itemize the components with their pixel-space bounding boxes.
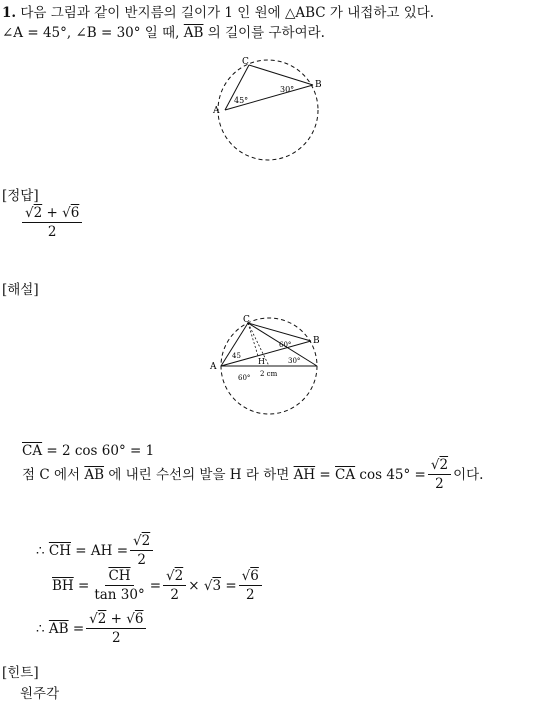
solution-eq-4: $\overline{BH}$ = $\frac{\overline{CH}}{\tan 30^\circ}$ = $\frac{√2}{2}$ × √ 3 = $\frac{√6}{2}$ bbox=[52, 567, 264, 604]
segment-ca: $\overline{CA}$ bbox=[22, 443, 43, 459]
eq4-f1den: 2 bbox=[170, 587, 179, 603]
figure-solution bbox=[208, 312, 334, 416]
line2-end: 이다. bbox=[453, 466, 484, 483]
eq5-den: 2 bbox=[112, 630, 121, 646]
label-b: B bbox=[315, 80, 322, 90]
angle-60-b: 60° bbox=[279, 341, 292, 349]
length-label: 2 cm bbox=[260, 370, 278, 378]
segment-ab-3: $\overline{AB}$ bbox=[48, 620, 69, 637]
figure-triangle-in-circle bbox=[205, 55, 335, 165]
segment-ah: $\overline{AH}$ bbox=[293, 466, 316, 483]
segment-bh: $\overline{BH}$ bbox=[52, 577, 74, 594]
answer-sqrt-2: 2 bbox=[33, 205, 43, 221]
problem-line-1 bbox=[2, 4, 434, 22]
line2-cos: cos 45° = bbox=[359, 466, 426, 483]
segment-ab-2: $\overline{AB}$ bbox=[84, 466, 105, 483]
angle-b-label: 30° bbox=[280, 85, 295, 94]
angle-a-label: 45° bbox=[234, 96, 249, 105]
angle-30: 30° bbox=[288, 357, 301, 365]
eq3-num: 2 bbox=[141, 533, 151, 549]
answer-fraction bbox=[20, 204, 84, 241]
eq5-s1: 2 bbox=[97, 611, 107, 627]
eq4-frac-2: $\frac{√2}{2}$ bbox=[163, 567, 186, 604]
label-a-2: A bbox=[210, 362, 217, 372]
answer-sqrt-6: 6 bbox=[70, 205, 80, 221]
line2-num: 2 bbox=[439, 457, 449, 473]
segment-ch: $\overline{CH}$ bbox=[48, 542, 71, 559]
eq5-s2: 6 bbox=[134, 611, 144, 627]
side-cb bbox=[248, 323, 311, 341]
line2-b: 에 내린 수선의 발을 H 라 하면 bbox=[108, 466, 290, 483]
answer-den: 2 bbox=[47, 224, 57, 240]
problem-line-2 bbox=[2, 24, 325, 42]
hint-text: 원주각 bbox=[20, 686, 60, 702]
line2-den: 2 bbox=[435, 476, 444, 492]
eq4-f1num: 2 bbox=[174, 568, 184, 584]
answer-frac: $\frac{√2 + √6}{2}$ bbox=[22, 204, 82, 241]
angle-45: 45 bbox=[232, 352, 241, 360]
eq5-plus: + bbox=[110, 611, 122, 627]
label-a: A bbox=[213, 106, 220, 116]
label-h: H bbox=[258, 357, 265, 366]
solution-label: [해설] bbox=[2, 282, 39, 298]
line2-eq: = bbox=[319, 466, 331, 483]
eq3-mid: = AH = bbox=[75, 542, 129, 559]
problem-number: 1. bbox=[2, 5, 17, 21]
eq1-rest: = 2 cos 60° = 1 bbox=[46, 443, 155, 459]
eq3-den: 2 bbox=[137, 552, 146, 568]
therefore-2: ∴ bbox=[36, 620, 45, 637]
line2-a: 점 C 에서 bbox=[22, 466, 81, 483]
problem-text-2b: 의 길이를 구하여라. bbox=[207, 25, 325, 41]
eq5-frac: $\frac{√2 + √6}{2}$ bbox=[86, 610, 146, 647]
label-b-2: B bbox=[313, 336, 320, 346]
eq4-f2den: 2 bbox=[245, 587, 255, 603]
segment-ab: $\overline{AB}$ bbox=[183, 25, 204, 41]
answer-label: [정답] bbox=[2, 188, 39, 204]
therefore-1: ∴ bbox=[36, 542, 45, 559]
circle bbox=[218, 60, 318, 160]
problem-text-2a: ∠A = 45°, ∠B = 30° 일 때, bbox=[2, 25, 180, 41]
problem-text-1: 다음 그림과 같이 반지름의 길이가 1 인 원에 △ABC 가 내접하고 있다. bbox=[20, 5, 435, 21]
eq4-den: tan 30° bbox=[94, 587, 145, 603]
hint-label: [힌트] bbox=[2, 665, 39, 681]
eq4-eq2: = bbox=[149, 577, 162, 594]
eq5-eq: = bbox=[72, 620, 85, 637]
angle-60-a: 60° bbox=[238, 374, 251, 382]
solution-eq-5 bbox=[36, 610, 148, 647]
label-c: C bbox=[242, 57, 249, 67]
eq4-times: × bbox=[188, 577, 200, 594]
answer-plus: + bbox=[46, 205, 58, 221]
eq4-f2num: 6 bbox=[250, 568, 259, 584]
eq4-sqrt3: 3 bbox=[212, 577, 222, 594]
solution-eq-3 bbox=[36, 532, 155, 569]
solution-line-2 bbox=[22, 456, 483, 493]
line2-frac: $\frac{√2}{2}$ bbox=[428, 456, 451, 493]
segment-ca-2: $\overline{CA}$ bbox=[335, 466, 356, 483]
eq3-frac: $\frac{√2}{2}$ bbox=[130, 532, 153, 569]
eq4-eq3: = bbox=[225, 577, 237, 594]
eq4-frac-1 bbox=[91, 567, 147, 604]
eq4-frac-3: $\frac{√6}{2}$ bbox=[239, 567, 262, 604]
eq4-num: $\overline{CH}$ bbox=[108, 568, 131, 584]
eq4-eq1: = bbox=[78, 577, 90, 594]
label-c-2: C bbox=[243, 315, 250, 325]
